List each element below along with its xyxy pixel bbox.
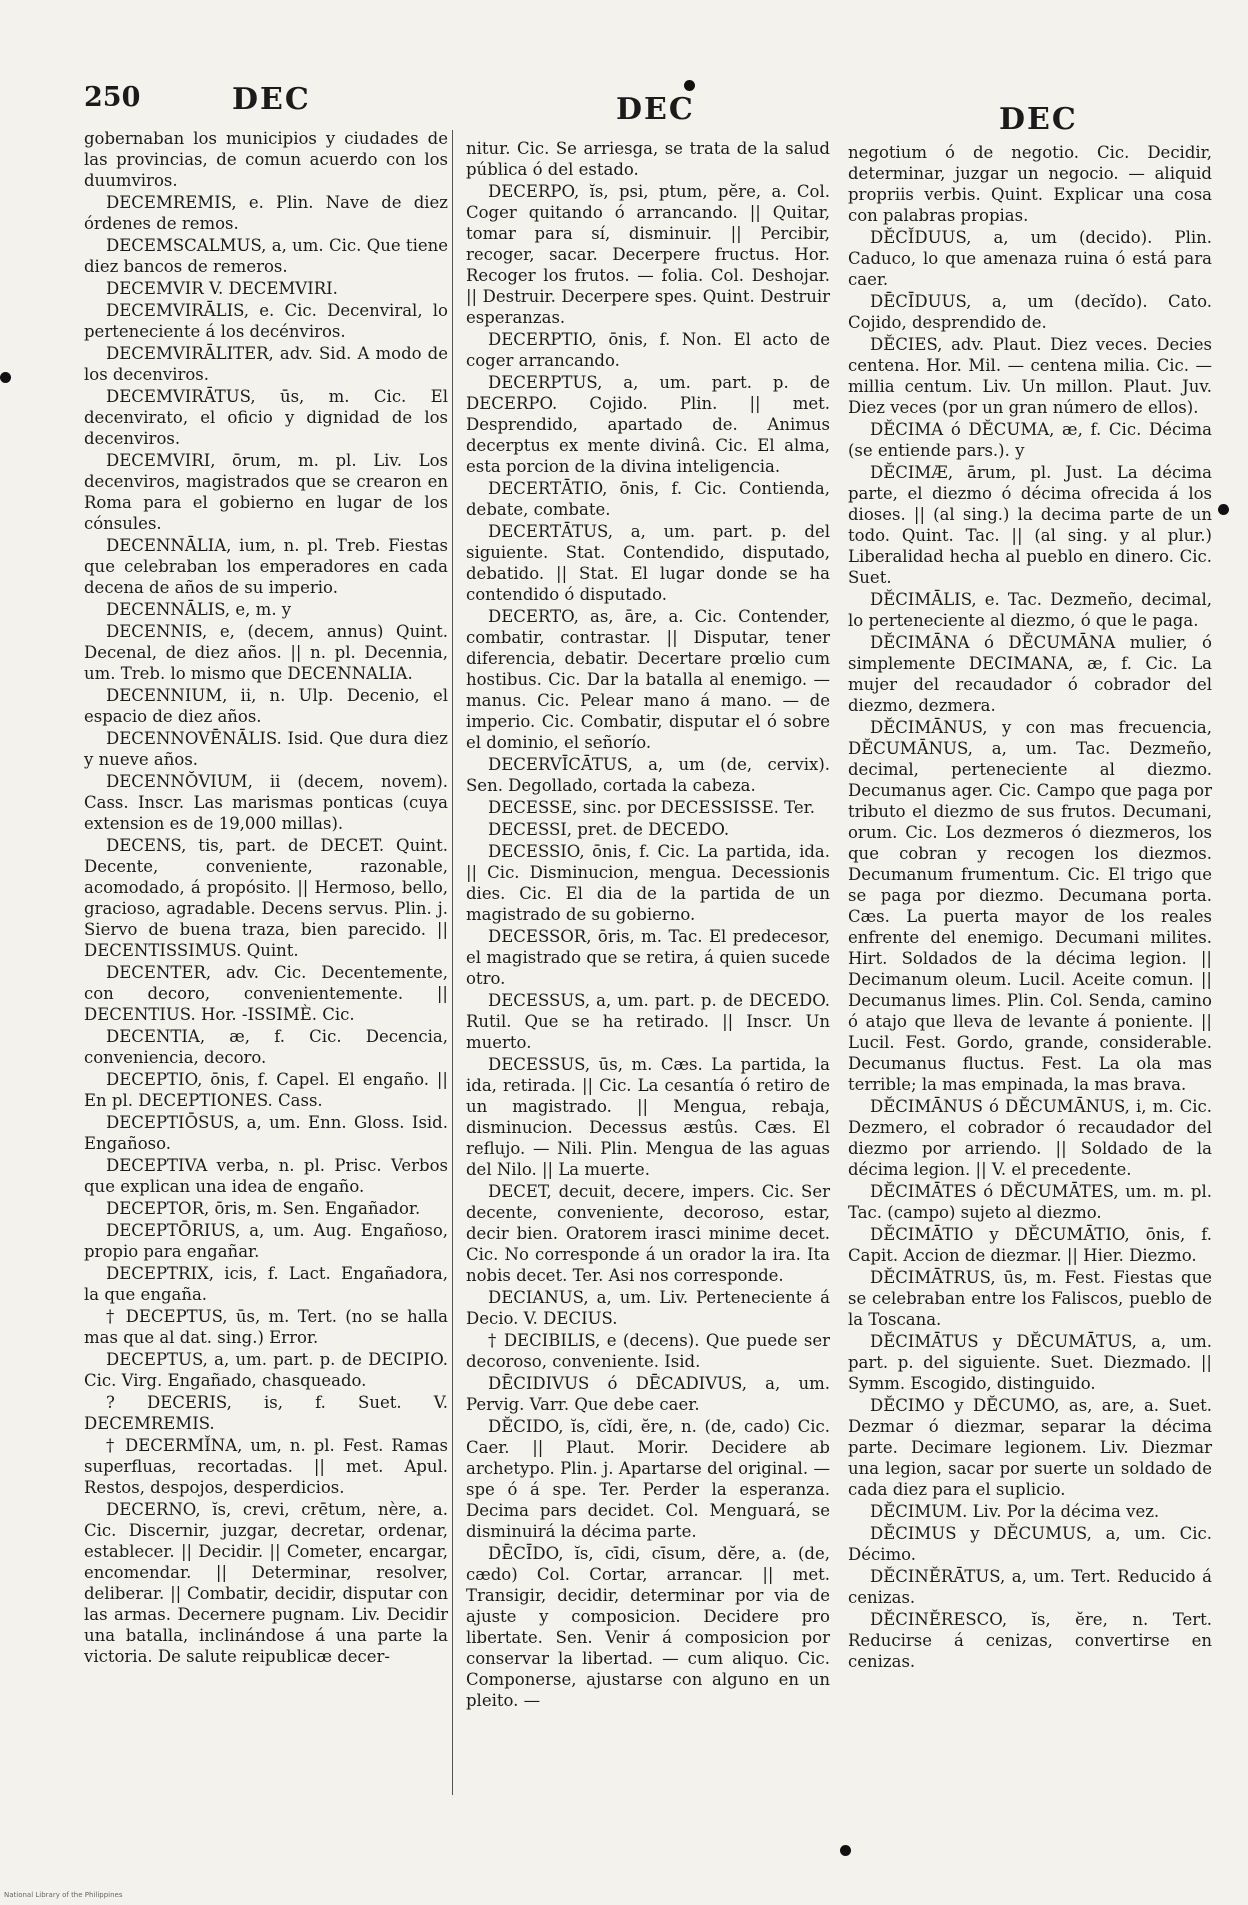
- entry: † DECERMĬNA, um, n. pl. Fest. Ramas superfluas, recortadas. || met. Apul. Restos, despojos, desperdicios.: [84, 1436, 448, 1497]
- column-2: [466, 138, 830, 1712]
- entry: DĔCIMĀTUS y DĔCUMĀTUS, a, um. part. p. del siguiente. Suet. Diezmado. || Symm. Escogido, distinguido.: [848, 1332, 1212, 1393]
- entry: DECERNO, ĭs, crevi, crētum, nère, a. Cic. Discernir, juzgar, decretar, ordenar, establecer. || Decidir. || Cometer, encargar, encomendar. || Determinar, resolver, deliberar. || Combatir, decidir, disputar con las armas. Decernere pugnam. Liv. Decidir una batalla, inclinándose á una parte la victoria. De salute reipublicæ decer-: [84, 1500, 448, 1666]
- ink-spot: [684, 80, 695, 91]
- running-head-left: DEC: [232, 82, 311, 117]
- entry: DECENNOVĒNĀLIS. Isid. Que dura diez y nueve años.: [84, 729, 448, 769]
- entry: DĒCĪDUUS, a, um (decĭdo). Cato. Cojido, desprendido de.: [848, 292, 1212, 332]
- entry: DECERTO, as, āre, a. Cic. Contender, combatir, contrastar. || Disputar, tener diferencia, debatir. Decertare prœlio cum hostibus. Cic. Dar la batalla al enemigo. — manus. Cic. Pelear mano á mano. — de imperio. Cic. Combatir, disputar el ó sobre el dominio, el señorío.: [466, 607, 830, 752]
- entry: DECEMVIR V. DECEMVIRI.: [106, 279, 338, 298]
- entry: DECEMVIRĀLIS, e. Cic. Decenviral, lo perteneciente á los decénviros.: [84, 301, 448, 341]
- entry: DECEPTŌRIUS, a, um. Aug. Engañoso, propio para engañar.: [84, 1221, 448, 1261]
- entry: DĔCIMUS y DĔCUMUS, a, um. Cic. Décimo.: [848, 1524, 1212, 1564]
- entry: DĔCIES, adv. Plaut. Diez veces. Decies centena. Hor. Mil. — centena milia. Cic. — millia centum. Liv. Un millon. Plaut. Juv. Diez veces (por un gran número de ellos).: [848, 335, 1212, 417]
- entry: DĔCIMĀLIS, e. Tac. Dezmeño, decimal, lo perteneciente al diezmo, ó que le paga.: [848, 590, 1212, 630]
- entry: DECENTIA, æ, f. Cic. Decencia, conveniencia, decoro.: [84, 1027, 448, 1067]
- entry: DECENS, tis, part. de DECET. Quint. Decente, conveniente, razonable, acomodado, á propósito. || Hermoso, bello, gracioso, agradable. Decens servus. Plin. j. Siervo de buena traza, bien parecido. || DECENTISSIMUS. Quint.: [84, 836, 448, 960]
- entry: DECERTĀTUS, a, um. part. p. del siguiente. Stat. Contendido, disputado, debatido. || Stat. El lugar donde se ha contendido ó disputado.: [466, 522, 830, 604]
- entry: DĔCIMĀNA ó DĔCUMĀNA mulier, ó simplemente DECIMANA, æ, f. Cic. La mujer del recaudador ó cobrador del diezmo, dezmera.: [848, 633, 1212, 715]
- running-head-center: DEC: [616, 92, 695, 127]
- entry: DECEMVIRI, ōrum, m. pl. Liv. Los decenviros, magistrados que se crearon en Roma para el gobierno en lugar de los cónsules.: [84, 451, 448, 533]
- entry: DECERPTUS, a, um. part. p. de DECERPO. Cojido. Plin. || met. Desprendido, apartado de. Animus decerptus ex mente divinâ. Cic. El alma, esta porcion de la divina inteligencia.: [466, 373, 830, 476]
- entry: DECEPTOR, ōris, m. Sen. Engañador.: [106, 1199, 421, 1218]
- entry: DECESSI, pret. de DECEDO.: [488, 820, 730, 839]
- entry: DĔCIMĀTRUS, ūs, m. Fest. Fiestas que se celebraban entre los Faliscos, pueblo de la Toscana.: [848, 1268, 1212, 1329]
- entry: gobernaban los municipios y ciudades de las provincias, de comun acuerdo con los duumviros.: [84, 129, 448, 190]
- scan-footer: National Library of the Philippines: [4, 1891, 123, 1899]
- entry: DECEPTUS, a, um. part. p. de DECIPIO. Cic. Virg. Engañado, chasqueado.: [84, 1350, 448, 1390]
- entry: DECENNĀLIS, e, m. y: [106, 600, 292, 619]
- page-number: 250: [84, 82, 141, 113]
- column-1: [84, 128, 448, 1668]
- entry: DĔCIMA ó DĔCUMA, æ, f. Cic. Décima (se entiende pars.). y: [848, 420, 1212, 460]
- ink-spot: [0, 372, 11, 383]
- ink-spot: [1218, 504, 1229, 515]
- entry: DĒCIDIVUS ó DĒCADIVUS, a, um. Pervig. Varr. Que debe caer.: [466, 1374, 830, 1414]
- entry: negotium ó de negotio. Cic. Decidir, determinar, juzgar un negocio. — aliquid propriis verbis. Quint. Explicar una cosa con palabras propias.: [848, 143, 1212, 225]
- entry: DĒCĪDO, ĭs, cīdi, cīsum, dĕre, a. (de, cædo) Col. Cortar, arrancar. || met. Transigir, decidir, determinar por via de ajuste y composicion. Decidere pro libertate. Sen. Venir á composicion por conservar la libertad. — cum aliquo. Cic. Componerse, ajustarse con alguno en un pleito. —: [466, 1544, 830, 1710]
- entry: DECEPTIVA verba, n. pl. Prisc. Verbos que explican una idea de engaño.: [84, 1156, 448, 1196]
- entry: DECERVĪCĀTUS, a, um (de, cervix). Sen. Degollado, cortada la cabeza.: [466, 755, 830, 795]
- entry: DECENNIS, e, (decem, annus) Quint. Decenal, de diez años. || n. pl. Decennia, um. Treb. lo mismo que DECENNALIA.: [84, 622, 448, 683]
- entry: DECEMVIRĀTUS, ūs, m. Cic. El decenvirato, el oficio y dignidad de los decenviros.: [84, 387, 448, 448]
- entry: DĔCIMĀNUS, y con mas frecuencia, DĔCUMĀNUS, a, um. Tac. Dezmeño, decimal, perteneciente al diezmo. Decumanus ager. Cic. Campo que paga por tributo el diezmo de sus frutos. Decumani, orum. Cic. Los dezmeros ó diezmeros, los que cobran y recogen los diezmos. Decumanum frumentum. Cic. El trigo que se paga por diezmo. Decumana porta. Cæs. La puerta mayor de los reales enfrente del enemigo. Decumani milites. Hirt. Soldados de la décima legion. || Decimanum oleum. Lucil. Aceite comun. || Decumanus limes. Plin. Col. Senda, camino ó atajo que lleva de levante á poniente. || Lucil. Fest. Gordo, grande, considerable. Decumanus fluctus. Fest. La ola mas terrible; la mas empinada, la mas brava.: [848, 718, 1212, 1094]
- entry: DĔCINĔRĀTUS, a, um. Tert. Reducido á cenizas.: [848, 1567, 1212, 1607]
- entry: DECENTER, adv. Cic. Decentemente, con decoro, convenientemente. || DECENTIUS. Hor. -ISSIMÈ. Cic.: [84, 963, 448, 1024]
- entry: DECESSUS, ūs, m. Cæs. La partida, la ida, retirada. || Cic. La cesantía ó retiro de un magistrado. || Mengua, rebaja, disminucion. Decessus æstûs. Cæs. El reflujo. — Nili. Plin. Mengua de las aguas del Nilo. || La muerte.: [466, 1055, 830, 1179]
- entry: DECEMSCALMUS, a, um. Cic. Que tiene diez bancos de remeros.: [84, 236, 448, 276]
- entry: DĔCIDO, ĭs, cĭdi, ĕre, n. (de, cado) Cic. Caer. || Plaut. Morir. Decidere ab archetypo. Plin. j. Apartarse del original. — spe ó á spe. Ter. Perder la esperanza. Decima pars decidet. Col. Menguará, se disminuirá la décima parte.: [466, 1417, 830, 1541]
- entry: DĔCIMĀTIO y DĔCUMĀTIO, ōnis, f. Capit. Accion de diezmar. || Hier. Diezmo.: [848, 1225, 1212, 1265]
- entry: DECERTĀTIO, ōnis, f. Cic. Contienda, debate, combate.: [466, 479, 830, 519]
- entry: DĔCĬDUUS, a, um (decido). Plin. Caduco, lo que amenaza ruina ó está para caer.: [848, 228, 1212, 289]
- entry: DECENNIUM, ii, n. Ulp. Decenio, el espacio de diez años.: [84, 686, 448, 726]
- entry: ? DECERIS, is, f. Suet. V. DECEMREMIS.: [84, 1393, 448, 1433]
- entry: DECEPTIŌSUS, a, um. Enn. Gloss. Isid. Engañoso.: [84, 1113, 448, 1153]
- entry: DECERPO, ĭs, psi, ptum, pĕre, a. Col. Coger quitando ó arrancando. || Quitar, tomar para sí, disminuir. || Percibir, recoger, sacar. Decerpere fructus. Hor. Recoger los frutos. — folia. Col. Deshojar. || Destruir. Decerpere spes. Quint. Destruir esperanzas.: [466, 182, 830, 327]
- entry: † DECEPTUS, ūs, m. Tert. (no se halla mas que al dat. sing.) Error.: [84, 1307, 448, 1347]
- ink-spot: [840, 1845, 851, 1856]
- entry: DECENNĀLIA, ium, n. pl. Treb. Fiestas que celebraban los emperadores en cada decena de años de su imperio.: [84, 536, 448, 597]
- entry: DECIANUS, a, um. Liv. Perteneciente á Decio. V. DECIUS.: [466, 1288, 830, 1328]
- entry: nitur. Cic. Se arriesga, se trata de la salud pública ó del estado.: [466, 139, 830, 179]
- entry: DECESSUS, a, um. part. p. de DECEDO. Rutil. Que se ha retirado. || Inscr. Un muerto.: [466, 991, 830, 1052]
- entry: DECESSE, sinc. por DECESSISSE. Ter.: [488, 798, 815, 817]
- entry: DECEPTRIX, icis, f. Lact. Engañadora, la que engaña.: [84, 1264, 448, 1304]
- entry: DECEMVIRĀLITER, adv. Sid. A modo de los decenviros.: [84, 344, 448, 384]
- entry: DECENNŎVIUM, ii (decem, novem). Cass. Inscr. Las marismas ponticas (cuya extension es de 19,000 millas).: [84, 772, 448, 833]
- entry: DECESSOR, ōris, m. Tac. El predecesor, el magistrado que se retira, á quien sucede otro.: [466, 927, 830, 988]
- running-head-right: DEC: [999, 102, 1078, 137]
- column-rule: [452, 130, 453, 1795]
- entry: DECEPTIO, ōnis, f. Capel. El engaño. || En pl. DECEPTIONES. Cass.: [84, 1070, 448, 1110]
- entry: DECET, decuit, decere, impers. Cic. Ser decente, conveniente, decoroso, estar, decir bien. Oratorem irasci minime decet. Cic. No corresponde á un orador la ira. Ita nobis decet. Ter. Asi nos corresponde.: [466, 1182, 830, 1285]
- entry: DĔCIMĀNUS ó DĔCUMĀNUS, i, m. Cic. Dezmero, el cobrador ó recaudador del diezmo por arriendo. || Soldado de la décima legion. || V. el precedente.: [848, 1097, 1212, 1179]
- entry: DĔCIMĀTES ó DĔCUMĀTES, um. m. pl. Tac. (campo) sujeto al diezmo.: [848, 1182, 1212, 1222]
- column-3: [848, 142, 1212, 1673]
- entry: DĔCINĔRESCO, ĭs, ĕre, n. Tert. Reducirse á cenizas, convertirse en cenizas.: [848, 1610, 1212, 1671]
- entry: DECESSIO, ōnis, f. Cic. La partida, ida. || Cic. Disminucion, mengua. Decessionis dies. Cic. El dia de la partida de un magistrado de su gobierno.: [466, 842, 830, 924]
- entry: DĔCIMÆ, ārum, pl. Just. La décima parte, el diezmo ó décima ofrecida á los dioses. || (al sing.) la decima parte de un todo. Quint. Tac. || (al sing. y al plur.) Liberalidad hecha al pueblo en dinero. Cic. Suet.: [848, 463, 1212, 587]
- entry: DECERPTIO, ōnis, f. Non. El acto de coger arrancando.: [466, 330, 830, 370]
- entry: DĔCIMUM. Liv. Por la décima vez.: [870, 1502, 1160, 1521]
- entry: DĔCIMO y DĔCUMO, as, are, a. Suet. Dezmar ó diezmar, separar la décima parte. Decimare legionem. Liv. Diezmar una legion, sacar por suerte un soldado de cada diez para el suplicio.: [848, 1396, 1212, 1499]
- entry: DECEMREMIS, e. Plin. Nave de diez órdenes de remos.: [84, 193, 448, 233]
- entry: † DECIBILIS, e (decens). Que puede ser decoroso, conveniente. Isid.: [466, 1331, 830, 1371]
